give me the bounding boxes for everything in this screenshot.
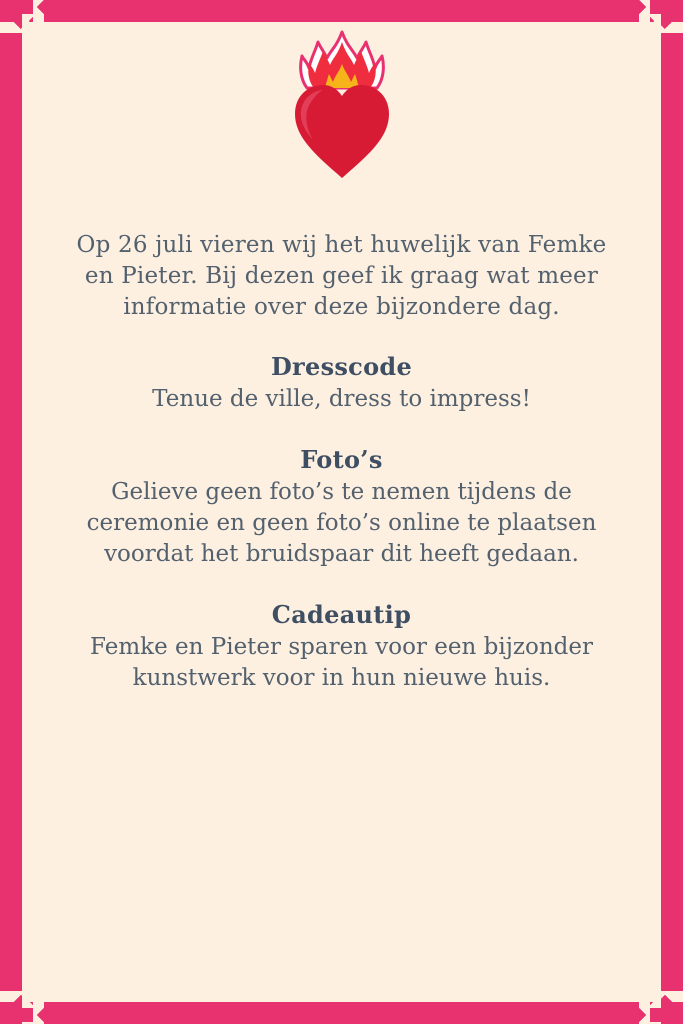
card-content xyxy=(40,0,643,1024)
section-gift xyxy=(40,600,643,694)
intro-paragraph: Op 26 juli vieren wij het huwelijk van Femke en Pieter. Bij dezen geef ik graag wat meer informatie over deze bijzondere dag. xyxy=(76,232,607,320)
flaming-heart-icon xyxy=(287,30,397,180)
section-body-dresscode: Tenue de ville, dress to impress! xyxy=(152,386,531,413)
section-title-dresscode: Dresscode xyxy=(270,352,413,382)
section-title-gift: Cadeautip xyxy=(271,599,412,629)
section-photos xyxy=(40,445,643,569)
emblem-container xyxy=(40,30,643,180)
section-dresscode xyxy=(40,352,643,415)
section-body-photos: Gelieve geen foto’s te nemen tijdens de ceremonie en geen foto’s online te plaatsen voordat het bruidspaar dit heeft gedaan. xyxy=(86,479,597,567)
section-title-photos: Foto’s xyxy=(300,445,383,475)
section-body-gift: Femke en Pieter sparen voor een bijzonder kunstwerk voor in hun nieuwe huis. xyxy=(90,633,593,691)
